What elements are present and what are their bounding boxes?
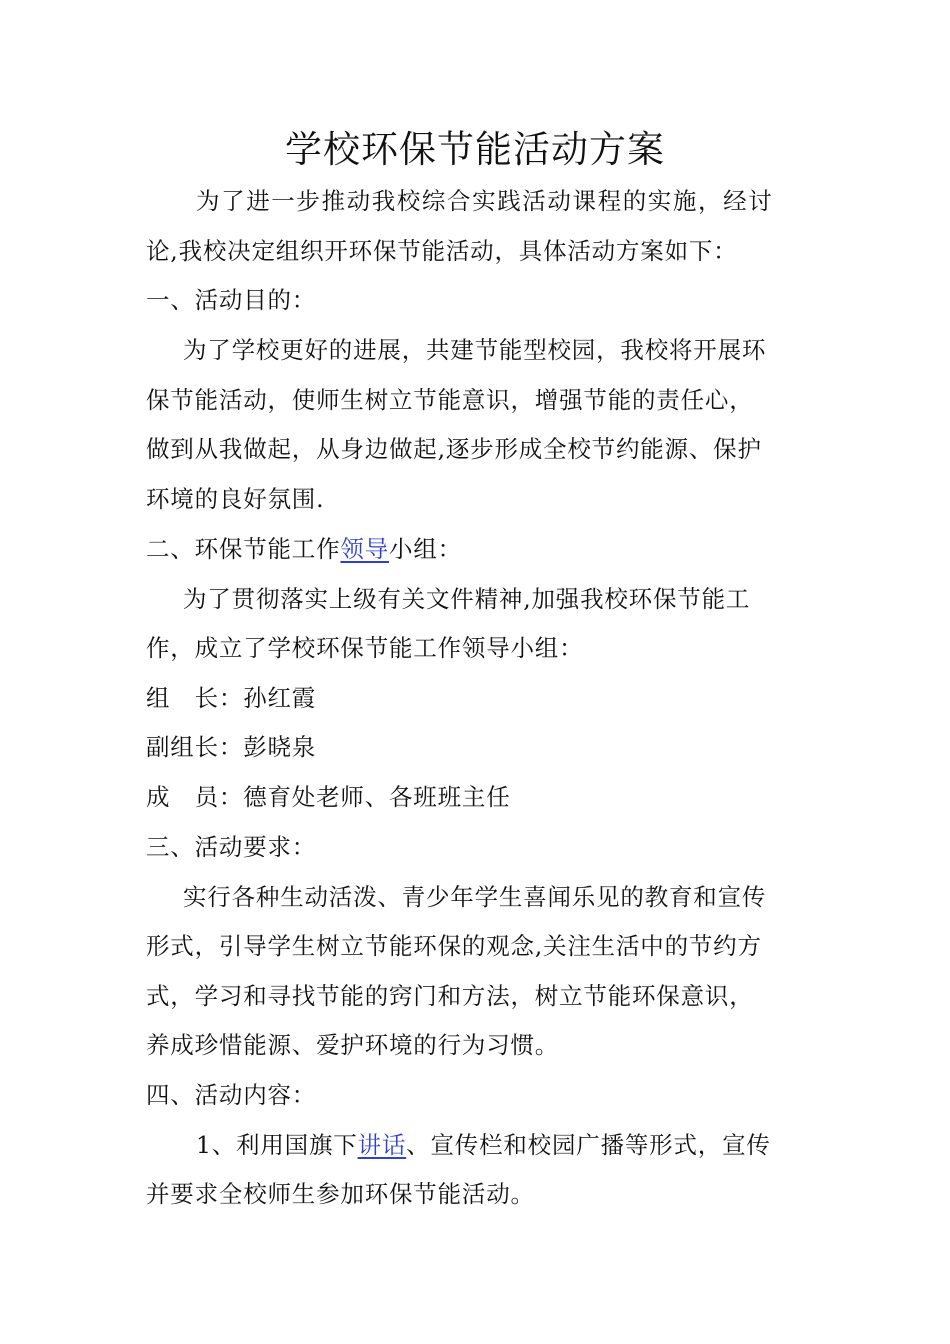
section3-line-2: 形式，引导学生树立节能环保的观念,关注生活中的节约方 — [146, 932, 762, 960]
group-leader: 组 长：孙红霞 — [146, 684, 317, 712]
section2-heading — [146, 534, 462, 564]
section3-heading: 三、活动要求： — [146, 833, 317, 861]
section1-line-3: 做到从我做起，从身边做起,逐步形成全校节约能源、保护 — [146, 435, 762, 463]
document-title: 学校环保节能活动方案 — [285, 128, 665, 171]
section3-line-1: 实行各种生动活泼、青少年学生喜闻乐见的教育和宣传 — [183, 883, 767, 911]
section1-line-1: 为了学校更好的进展，共建节能型校园，我校将开展环 — [183, 336, 767, 364]
section2-heading-prefix: 二、环保节能工作 — [146, 535, 341, 563]
section1-line-2: 保节能活动，使师生树立节能意识，增强节能的责任心， — [146, 386, 754, 414]
section1-line-4: 环境的良好氛围. — [146, 485, 325, 513]
section4-item1-line-1 — [196, 1130, 771, 1160]
section1-heading: 一、活动目的： — [146, 286, 317, 314]
intro-line-2: 论,我校决定组织开环保节能活动，具体活动方案如下： — [146, 237, 738, 265]
leadership-link[interactable]: 领导 — [340, 535, 390, 563]
speech-link[interactable]: 讲话 — [357, 1131, 407, 1159]
group-deputy: 副组长：彭晓泉 — [146, 733, 317, 761]
item1-suffix: 、宣传栏和校园广播等形式，宣传 — [406, 1131, 771, 1159]
group-members: 成 员：德育处老师、各班班主任 — [146, 783, 511, 811]
section3-line-3: 式，学习和寻找节能的窍门和方法，树立节能环保意识， — [146, 982, 754, 1010]
section2-line-1: 为了贯彻落实上级有关文件精神,加强我校环保节能工 — [183, 585, 751, 613]
section2-heading-suffix: 小组： — [389, 535, 462, 563]
section3-line-4: 养成珍惜能源、爱护环境的行为习惯。 — [146, 1031, 560, 1059]
section4-heading: 四、活动内容： — [146, 1081, 317, 1109]
section2-line-2: 作，成立了学校环保节能工作领导小组： — [146, 634, 584, 662]
section4-item1-line-2: 并要求全校师生参加环保节能活动。 — [146, 1180, 535, 1208]
item1-prefix: 1、利用国旗下 — [196, 1131, 358, 1159]
intro-line-1: 为了进一步推动我校综合实践活动课程的实施，经讨 — [196, 187, 774, 215]
